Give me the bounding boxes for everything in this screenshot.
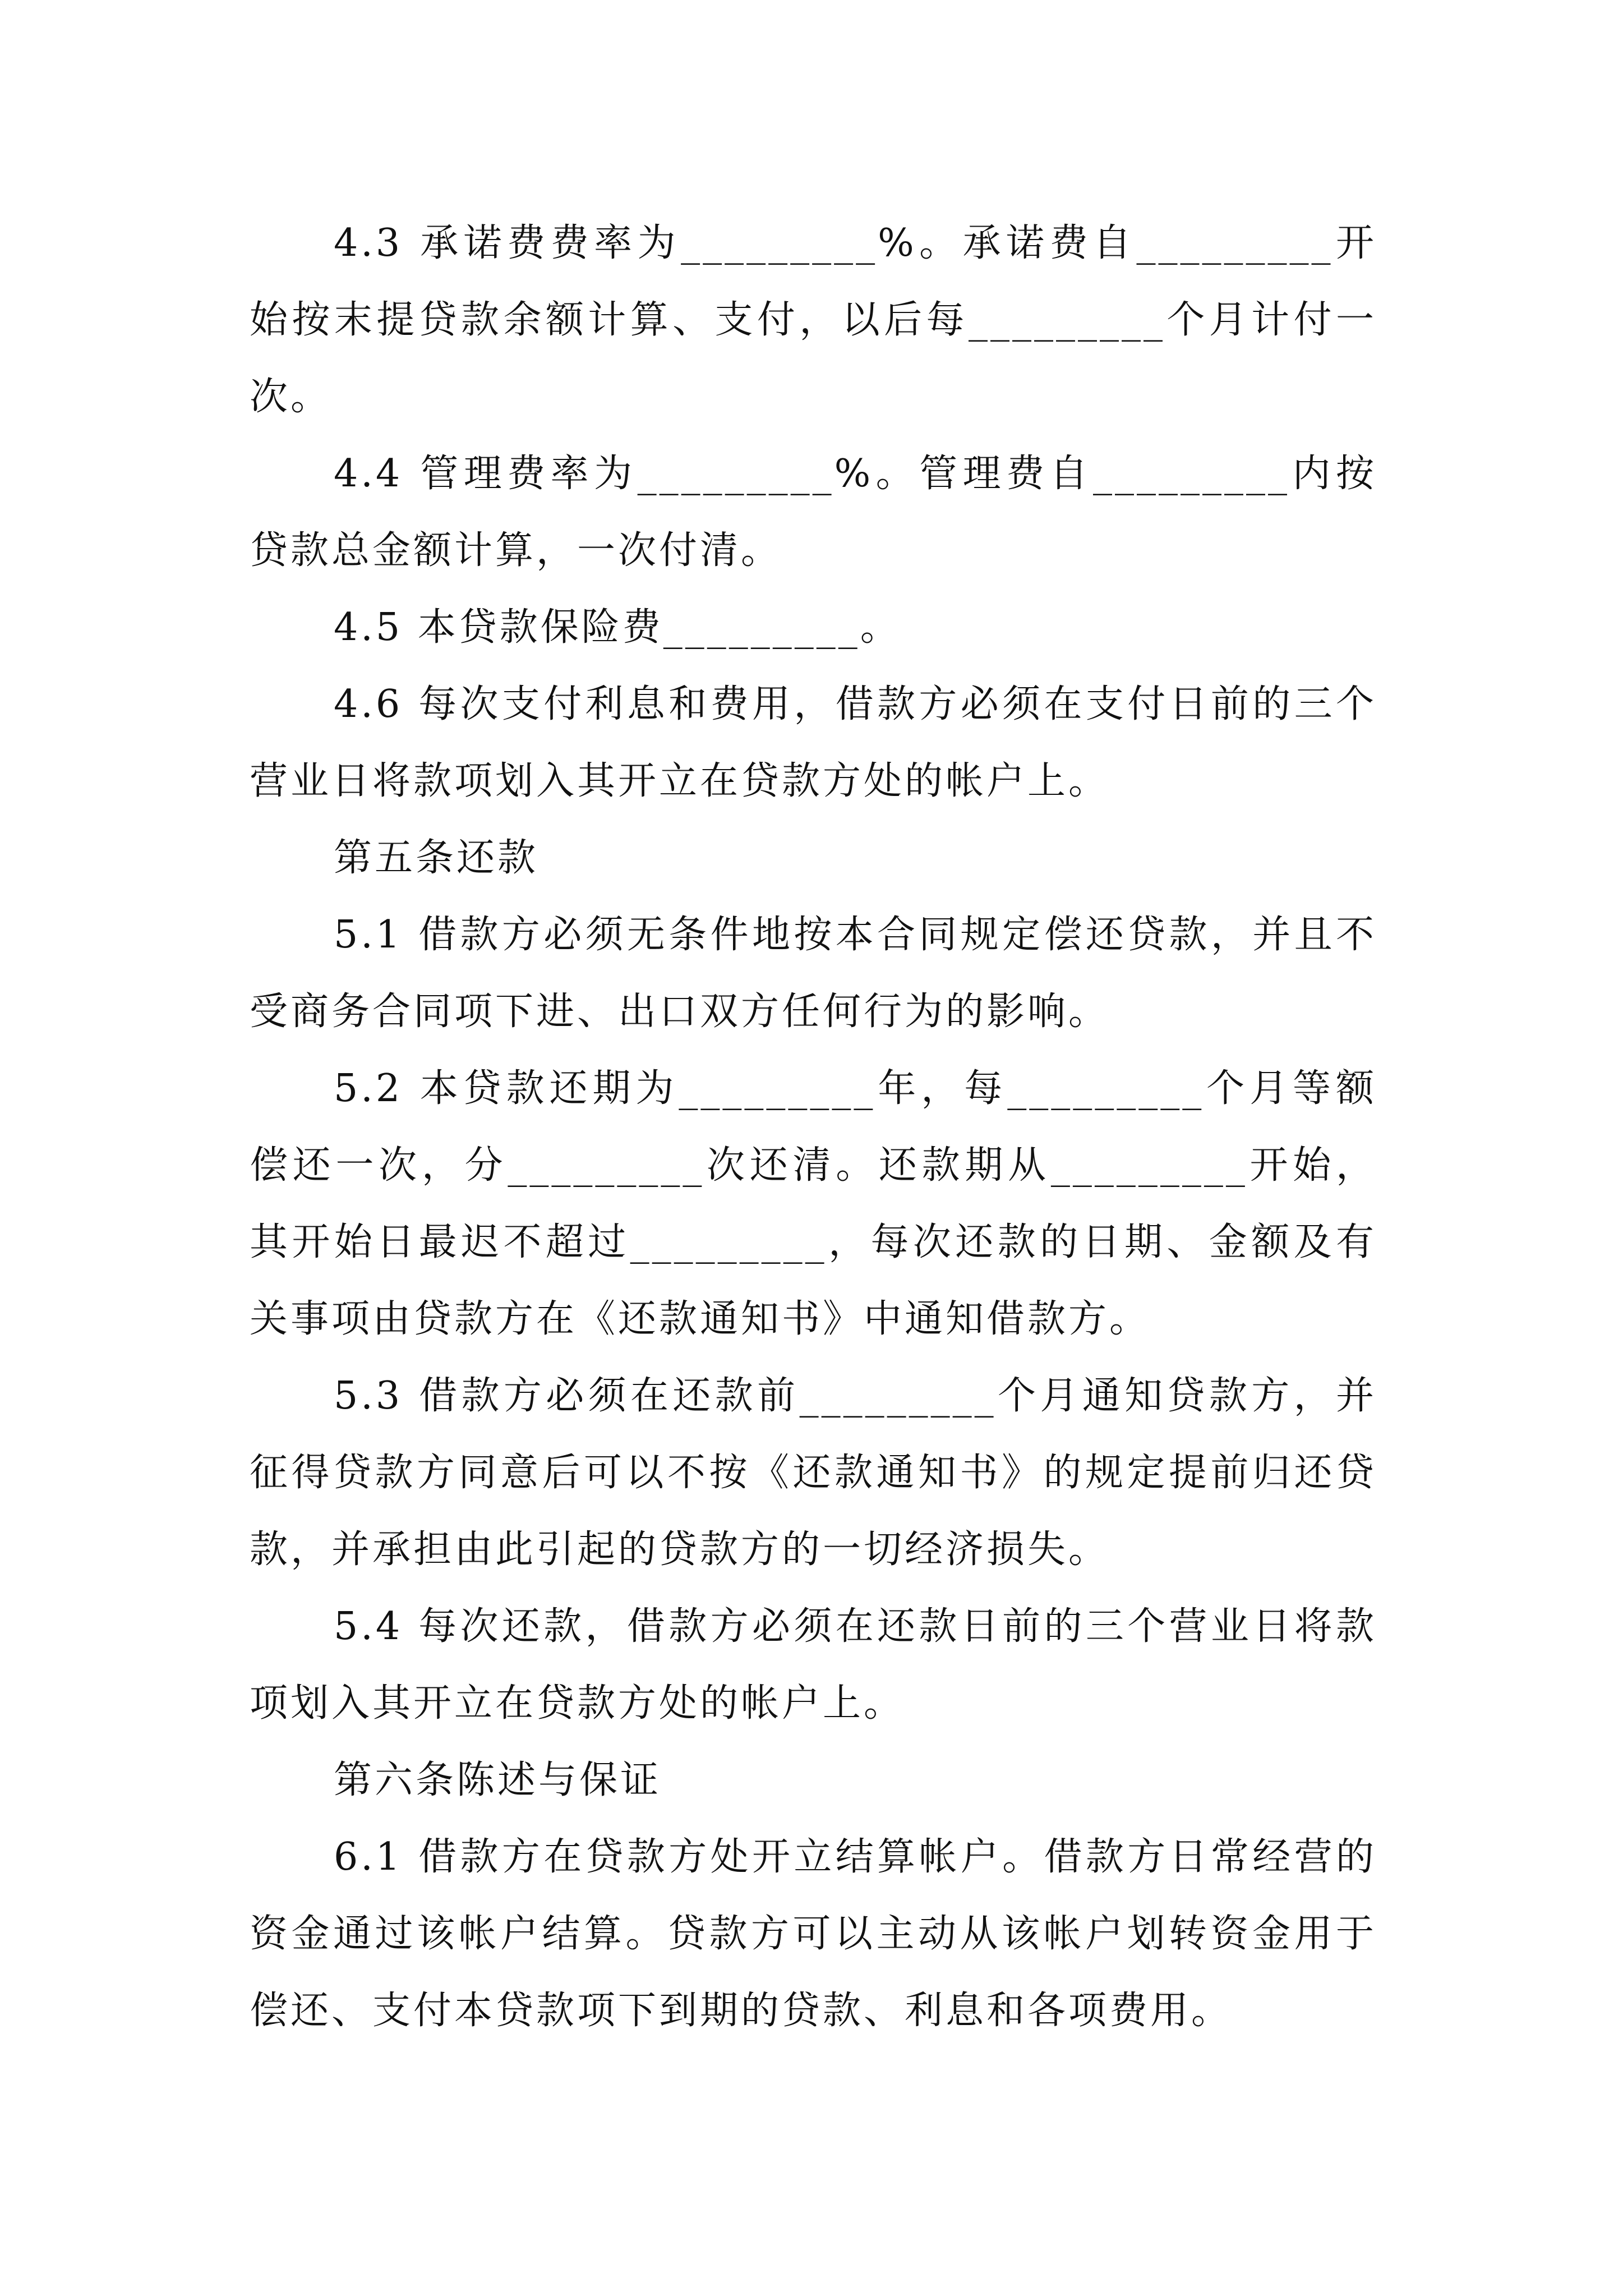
- clause-4-6: 4.6 每次支付利息和费用，借款方必须在支付日前的三个营业日将款项划入其开立在贷款方处的帐户上。: [250, 682, 1377, 803]
- clause-5-4: 5.4 每次还款，借款方必须在还款日前的三个营业日将款项划入其开立在贷款方处的帐户上。: [250, 1604, 1377, 1726]
- document-body: [250, 205, 1377, 2049]
- clause-4-3: 4.3 承诺费费率为_________%。承诺费自_________开始按末提贷款余额计算、支付，以后每_________个月计付一次。: [250, 221, 1377, 419]
- clause-6-1: 6.1 借款方在贷款方处开立结算帐户。借款方日常经营的资金通过该帐户结算。贷款方可以主动从该帐户划转资金用于偿还、支付本贷款项下到期的贷款、利息和各项费用。: [250, 1835, 1377, 2033]
- clause-5-3: 5.3 借款方必须在还款前_________个月通知贷款方，并征得贷款方同意后可以不按《还款通知书》的规定提前归还贷款，并承担由此引起的贷款方的一切经济损失。: [250, 1374, 1377, 1572]
- clause-5-2: 5.2 本贷款还期为_________年，每_________个月等额偿还一次，分_________次还清。还款期从_________开始，其开始日最迟不超过_________，每次还款的日期、金额及有关事项由贷款方在《还款通知书》中通知借款方。: [250, 1066, 1377, 1341]
- clause-4-4: 4.4 管理费率为_________%。管理费自_________内按贷款总金额计算，一次付清。: [250, 452, 1377, 573]
- article-6-heading: 第六条陈述与保证: [334, 1758, 662, 1802]
- article-5-heading: 第五条还款: [334, 836, 539, 880]
- clause-4-5: 4.5 本贷款保险费_________。: [334, 605, 901, 650]
- clause-5-1: 5.1 借款方必须无条件地按本合同规定偿还贷款，并且不受商务合同项下进、出口双方任何行为的影响。: [250, 913, 1377, 1034]
